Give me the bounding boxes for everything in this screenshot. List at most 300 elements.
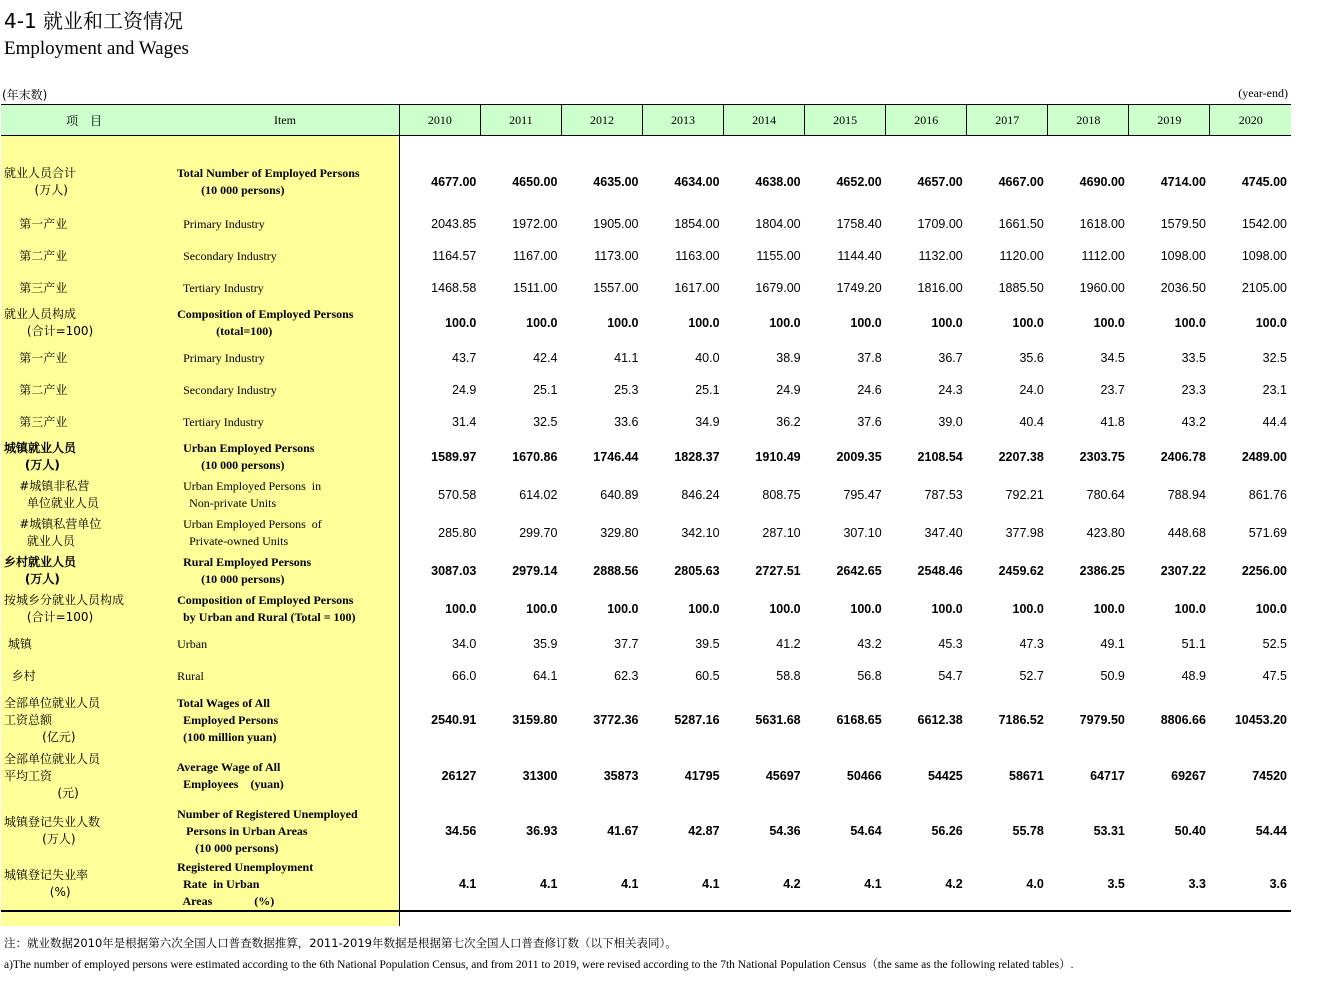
cell-value-2010: 1164.57 xyxy=(432,249,477,263)
header-item-cn: 项 目 xyxy=(1,105,171,136)
table-row xyxy=(1,552,1291,590)
cell-value-2010: 100.0 xyxy=(445,316,477,330)
header-year-2015: 2015 xyxy=(805,105,886,136)
table-row xyxy=(1,748,1291,804)
row-label-cn xyxy=(1,552,171,590)
row-label-en xyxy=(171,552,399,590)
cell-value-2014: 4.2 xyxy=(783,877,801,891)
cell-value-2014: 45697 xyxy=(765,769,801,783)
cell-value-2015: 100.0 xyxy=(850,602,882,616)
cell-value-2020: 4745.00 xyxy=(1241,175,1287,189)
cell-value-2014: 2727.51 xyxy=(755,564,801,578)
cell-value-2010: 43.7 xyxy=(452,351,477,365)
cell-value-2017: 4.0 xyxy=(1026,877,1044,891)
row-label-cn-line: 城镇登记失业率 xyxy=(4,868,89,882)
cell-value-2017: 1885.50 xyxy=(998,281,1044,295)
cell-value-2010: 26127 xyxy=(441,769,477,783)
cell-value-2015: 37.8 xyxy=(857,351,882,365)
cell-value-2016: 36.7 xyxy=(938,351,963,365)
cell-value-2014: 5631.68 xyxy=(755,713,801,727)
cell-value-2014: 100.0 xyxy=(769,602,801,616)
row-label-cn-line: 城镇就业人员 xyxy=(4,441,77,455)
cell-value-2013: 1163.00 xyxy=(675,249,720,263)
cell-value-2020: 100.0 xyxy=(1255,316,1287,330)
row-label-cn xyxy=(1,342,171,374)
cell-value-2015: 50466 xyxy=(846,769,882,783)
cell-value-2020: 23.1 xyxy=(1262,383,1287,397)
cell-value-2012: 4635.00 xyxy=(593,175,639,189)
cell-value-2014: 36.2 xyxy=(776,415,801,429)
cell-value-2018: 1618.00 xyxy=(1079,217,1125,231)
cell-value-2018: 3.5 xyxy=(1107,877,1125,891)
row-label-en-line: Non-private Units xyxy=(171,496,277,510)
cell-value-2018: 100.0 xyxy=(1093,602,1125,616)
row-label-en-line: Persons in Urban Areas xyxy=(171,823,308,838)
cell-value-2020: 2256.00 xyxy=(1241,564,1287,578)
table-row xyxy=(1,304,1291,342)
cell-value-2017: 100.0 xyxy=(1012,602,1044,616)
row-label-cn-line: 全部单位就业人员 xyxy=(4,695,101,710)
cell-value-2010: 2540.91 xyxy=(431,713,477,727)
table-row xyxy=(1,692,1291,748)
cell-value-2018: 100.0 xyxy=(1093,316,1125,330)
cell-value-2016: 347.40 xyxy=(924,526,963,540)
cell-value-2015: 795.47 xyxy=(843,488,882,502)
row-label-en-line: Areas (%) xyxy=(171,893,275,908)
row-label-en xyxy=(171,628,399,660)
cell-value-2010: 4.1 xyxy=(458,877,477,891)
cell-value-2012: 329.80 xyxy=(600,526,639,540)
table-row xyxy=(1,374,1291,406)
row-label-cn xyxy=(1,208,171,240)
cell-value-2019: 51.1 xyxy=(1181,637,1206,651)
unit-note-cn: (年末数) xyxy=(2,88,48,102)
header-year-2011: 2011 xyxy=(480,105,561,136)
row-label-en-line: Secondary Industry xyxy=(171,248,277,263)
cell-value-2019: 69267 xyxy=(1171,769,1206,783)
cell-value-2016: 54.7 xyxy=(938,669,963,683)
cell-value-2010: 1468.58 xyxy=(431,281,477,295)
row-label-cn xyxy=(1,374,171,406)
cell-value-2017: 1661.50 xyxy=(998,217,1044,231)
row-label-cn-line: 第二产业 xyxy=(4,382,68,397)
cell-value-2011: 36.93 xyxy=(526,824,558,838)
row-label-cn-line: 乡村就业人员 xyxy=(4,555,77,569)
cell-value-2017: 58671 xyxy=(1009,769,1044,783)
cell-value-2014: 38.9 xyxy=(776,351,801,365)
cell-value-2010: 34.0 xyxy=(452,637,477,651)
cell-value-2019: 43.2 xyxy=(1181,415,1206,429)
table-row xyxy=(1,342,1291,374)
cell-value-2019: 100.0 xyxy=(1174,316,1206,330)
table-bottom-rule xyxy=(1,910,1291,912)
cell-value-2010: 34.56 xyxy=(445,824,477,838)
row-label-cn xyxy=(1,304,171,342)
row-label-en-line: Employed Persons xyxy=(171,712,279,727)
cell-value-2020: 44.4 xyxy=(1262,415,1287,429)
unit-note-en: (year-end) xyxy=(1238,86,1288,100)
row-label-en-line: Rural xyxy=(171,668,204,683)
cell-value-2015: 4.1 xyxy=(864,877,882,891)
table-row xyxy=(1,156,1291,208)
cell-value-2013: 100.0 xyxy=(688,602,720,616)
cell-value-2011: 32.5 xyxy=(533,415,558,429)
cell-value-2020: 32.5 xyxy=(1262,351,1287,365)
row-label-en-line: (10 000 persons) xyxy=(171,840,279,855)
cell-value-2013: 4.1 xyxy=(702,877,720,891)
cell-value-2017: 377.98 xyxy=(1005,526,1044,540)
cell-value-2016: 100.0 xyxy=(931,602,963,616)
cell-value-2015: 2009.35 xyxy=(836,450,882,464)
cell-value-2013: 100.0 xyxy=(688,316,720,330)
row-label-en-line: Tertiary Industry xyxy=(171,414,264,429)
cell-value-2019: 100.0 xyxy=(1174,602,1206,616)
row-label-cn-line: 工资总额 xyxy=(4,712,53,727)
row-label-cn-line: (亿元) xyxy=(4,729,76,744)
row-label-cn-line: 第三产业 xyxy=(4,414,68,429)
header-item-en: Item xyxy=(171,105,399,136)
cell-value-2012: 1905.00 xyxy=(593,217,639,231)
cell-value-2012: 41.67 xyxy=(607,824,639,838)
cell-value-2010: 24.9 xyxy=(452,383,477,397)
cell-value-2016: 24.3 xyxy=(938,383,963,397)
cell-value-2013: 5287.16 xyxy=(674,713,720,727)
row-label-cn-line: 城镇登记失业人数 xyxy=(4,815,101,829)
table-spacer-row xyxy=(1,136,1291,157)
cell-value-2020: 861.76 xyxy=(1248,488,1287,502)
cell-value-2020: 47.5 xyxy=(1262,669,1287,683)
table-row xyxy=(1,660,1291,692)
cell-value-2011: 4.1 xyxy=(540,877,558,891)
cell-value-2019: 2036.50 xyxy=(1160,281,1206,295)
cell-value-2019: 4714.00 xyxy=(1160,175,1206,189)
cell-value-2013: 40.0 xyxy=(695,351,720,365)
cell-value-2016: 4.2 xyxy=(945,877,963,891)
row-label-en xyxy=(171,156,399,208)
cell-value-2015: 54.64 xyxy=(850,824,882,838)
footnote-en: a)The number of employed persons were estimated according to the 6th National Population Census, and from 2011 to 2019, were revised according to the 7th National Population Census（the same as the following related tables）. xyxy=(4,959,1074,971)
cell-value-2018: 64717 xyxy=(1090,769,1125,783)
cell-value-2020: 2489.00 xyxy=(1241,450,1287,464)
cell-value-2017: 1120.00 xyxy=(999,249,1044,263)
cell-value-2020: 1098.00 xyxy=(1241,249,1287,263)
cell-value-2015: 4652.00 xyxy=(836,175,882,189)
table-row xyxy=(1,272,1291,304)
row-label-en xyxy=(171,476,399,514)
table-tail-row xyxy=(1,910,1291,926)
cell-value-2010: 2043.85 xyxy=(431,217,477,231)
table-row xyxy=(1,590,1291,628)
cell-value-2015: 1758.40 xyxy=(836,217,882,231)
row-label-cn-line: 第一产业 xyxy=(4,216,68,231)
table-row xyxy=(1,804,1291,858)
table-row xyxy=(1,208,1291,240)
cell-value-2016: 1132.00 xyxy=(918,249,963,263)
cell-value-2011: 614.02 xyxy=(519,488,558,502)
cell-value-2011: 100.0 xyxy=(526,316,558,330)
table-row xyxy=(1,858,1291,910)
row-label-cn-line: 平均工资 xyxy=(4,768,53,783)
cell-value-2016: 1816.00 xyxy=(917,281,963,295)
cell-value-2010: 1589.97 xyxy=(431,450,477,464)
row-label-cn-line: 第二产业 xyxy=(4,248,68,263)
cell-value-2010: 100.0 xyxy=(445,602,477,616)
cell-value-2018: 1112.00 xyxy=(1081,249,1125,263)
table-row xyxy=(1,438,1291,476)
row-label-en-line: (10 000 persons) xyxy=(171,183,285,197)
row-label-en-line: Composition of Employed Persons xyxy=(171,593,354,607)
row-label-en-line: Total Wages of All xyxy=(171,695,270,710)
cell-value-2013: 42.87 xyxy=(688,824,720,838)
table-row xyxy=(1,406,1291,438)
cell-value-2012: 1746.44 xyxy=(593,450,639,464)
cell-value-2017: 40.4 xyxy=(1019,415,1044,429)
cell-value-2017: 52.7 xyxy=(1019,669,1044,683)
cell-value-2013: 1828.37 xyxy=(674,450,720,464)
cell-value-2012: 100.0 xyxy=(607,316,639,330)
cell-value-2013: 342.10 xyxy=(681,526,720,540)
cell-value-2016: 54425 xyxy=(927,769,963,783)
cell-value-2014: 1679.00 xyxy=(755,281,801,295)
cell-value-2020: 571.69 xyxy=(1248,526,1287,540)
cell-value-2014: 24.9 xyxy=(776,383,801,397)
row-label-cn-line: (合计=100) xyxy=(4,610,94,624)
cell-value-2012: 33.6 xyxy=(614,415,639,429)
cell-value-2012: 1557.00 xyxy=(593,281,639,295)
row-label-en-line: Number of Registered Unemployed xyxy=(171,806,358,821)
cell-value-2014: 287.10 xyxy=(762,526,801,540)
cell-value-2013: 34.9 xyxy=(695,415,720,429)
cell-value-2017: 792.21 xyxy=(1005,488,1044,502)
row-label-en-line: Total Number of Employed Persons xyxy=(171,166,360,180)
cell-value-2017: 55.78 xyxy=(1012,824,1044,838)
table-row xyxy=(1,514,1291,552)
row-label-cn xyxy=(1,804,171,858)
cell-value-2016: 39.0 xyxy=(938,415,963,429)
row-label-cn xyxy=(1,476,171,514)
row-label-en xyxy=(171,660,399,692)
row-label-en-line: by Urban and Rural (Total = 100) xyxy=(171,610,356,624)
cell-value-2012: 4.1 xyxy=(621,877,639,891)
cell-value-2018: 34.5 xyxy=(1100,351,1125,365)
cell-value-2019: 48.9 xyxy=(1181,669,1206,683)
row-label-cn xyxy=(1,438,171,476)
row-label-en xyxy=(171,342,399,374)
row-label-en-line: Urban xyxy=(171,636,208,651)
row-label-en xyxy=(171,692,399,748)
cell-value-2016: 2108.54 xyxy=(917,450,963,464)
row-label-en-line: Private-owned Units xyxy=(171,534,289,548)
row-label-cn-line: 全部单位就业人员 xyxy=(4,751,101,766)
row-label-en-line: (total=100) xyxy=(171,324,273,338)
cell-value-2013: 41795 xyxy=(684,769,720,783)
cell-value-2013: 846.24 xyxy=(681,488,720,502)
cell-value-2011: 3159.80 xyxy=(512,713,558,727)
cell-value-2020: 3.6 xyxy=(1269,877,1287,891)
header-year-2010: 2010 xyxy=(399,105,480,136)
cell-value-2012: 100.0 xyxy=(607,602,639,616)
cell-value-2018: 2303.75 xyxy=(1079,450,1125,464)
row-label-en xyxy=(171,374,399,406)
row-label-cn xyxy=(1,748,171,804)
cell-value-2011: 1511.00 xyxy=(513,281,558,295)
cell-value-2015: 307.10 xyxy=(843,526,882,540)
cell-value-2015: 1144.40 xyxy=(837,249,882,263)
row-label-cn-line: 第三产业 xyxy=(4,280,68,295)
row-label-en-line: Urban Employed Persons in xyxy=(171,479,322,493)
cell-value-2015: 1749.20 xyxy=(836,281,882,295)
cell-value-2012: 62.3 xyxy=(614,669,639,683)
cell-value-2010: 570.58 xyxy=(438,488,477,502)
row-label-en xyxy=(171,304,399,342)
row-label-en-line: Tertiary Industry xyxy=(171,280,264,295)
row-label-cn xyxy=(1,660,171,692)
row-label-cn xyxy=(1,156,171,208)
cell-value-2013: 4634.00 xyxy=(674,175,720,189)
cell-value-2012: 640.89 xyxy=(600,488,639,502)
table-row xyxy=(1,476,1291,514)
cell-value-2010: 31.4 xyxy=(452,415,477,429)
cell-value-2013: 39.5 xyxy=(695,637,720,651)
row-label-en xyxy=(171,208,399,240)
cell-value-2013: 60.5 xyxy=(695,669,720,683)
row-label-en-line: (10 000 persons) xyxy=(171,458,285,472)
page-title-en: Employment and Wages xyxy=(4,38,189,59)
cell-value-2013: 2805.63 xyxy=(674,564,720,578)
row-label-cn-line: (万人) xyxy=(4,832,76,846)
cell-value-2020: 100.0 xyxy=(1255,602,1287,616)
row-label-cn xyxy=(1,272,171,304)
cell-value-2011: 42.4 xyxy=(533,351,558,365)
row-label-en xyxy=(171,240,399,272)
cell-value-2017: 35.6 xyxy=(1019,351,1044,365)
table-header-row xyxy=(1,105,1291,136)
cell-value-2011: 25.1 xyxy=(533,383,558,397)
cell-value-2014: 41.2 xyxy=(776,637,801,651)
row-label-en-line: Rural Employed Persons xyxy=(171,555,312,569)
row-label-cn-line: (合计=100) xyxy=(4,324,94,338)
row-label-en-line: Urban Employed Persons of xyxy=(171,517,322,531)
row-label-cn-line: 就业人员 xyxy=(4,534,75,548)
row-label-en-line: Urban Employed Persons xyxy=(171,441,315,455)
cell-value-2012: 2888.56 xyxy=(593,564,639,578)
cell-value-2011: 1167.00 xyxy=(513,249,558,263)
row-label-en-line: (10 000 persons) xyxy=(171,572,285,586)
cell-value-2017: 2459.62 xyxy=(998,564,1044,578)
cell-value-2019: 8806.66 xyxy=(1160,713,1206,727)
row-label-en xyxy=(171,438,399,476)
header-year-2012: 2012 xyxy=(561,105,642,136)
page-title-cn: 4-1 就业和工资情况 xyxy=(4,9,184,33)
cell-value-2016: 4657.00 xyxy=(917,175,963,189)
cell-value-2016: 1709.00 xyxy=(917,217,963,231)
header-year-2020: 2020 xyxy=(1210,105,1291,136)
row-label-cn-line: (万人) xyxy=(4,572,60,586)
cell-value-2019: 2307.22 xyxy=(1160,564,1206,578)
cell-value-2013: 1617.00 xyxy=(674,281,720,295)
footnote-cn: 注：就业数据2010年是根据第六次全国人口普查数据推算，2011-2019年数据是根据第七次全国人口普查修订数（以下相关表同）。 xyxy=(4,936,677,950)
cell-value-2018: 41.8 xyxy=(1100,415,1125,429)
cell-value-2011: 35.9 xyxy=(533,637,558,651)
cell-value-2011: 4650.00 xyxy=(512,175,558,189)
row-label-cn-line: #城镇私营单位 xyxy=(4,517,102,531)
row-label-en-line: Composition of Employed Persons xyxy=(171,307,354,321)
row-label-en xyxy=(171,590,399,628)
cell-value-2019: 33.5 xyxy=(1181,351,1206,365)
cell-value-2018: 7979.50 xyxy=(1079,713,1125,727)
row-label-cn xyxy=(1,406,171,438)
row-label-cn-line: 城镇 xyxy=(4,636,32,651)
cell-value-2020: 74520 xyxy=(1252,769,1287,783)
cell-value-2017: 2207.38 xyxy=(998,450,1044,464)
cell-value-2019: 788.94 xyxy=(1167,488,1206,502)
row-label-cn xyxy=(1,514,171,552)
cell-value-2012: 3772.36 xyxy=(593,713,639,727)
cell-value-2016: 45.3 xyxy=(938,637,963,651)
cell-value-2014: 4638.00 xyxy=(755,175,801,189)
cell-value-2019: 1098.00 xyxy=(1160,249,1206,263)
header-year-2016: 2016 xyxy=(886,105,967,136)
cell-value-2010: 66.0 xyxy=(452,669,477,683)
cell-value-2011: 64.1 xyxy=(533,669,558,683)
cell-value-2016: 787.53 xyxy=(924,488,963,502)
row-label-en-line: Primary Industry xyxy=(171,350,265,365)
row-label-cn-line: 按城乡分就业人员构成 xyxy=(4,593,125,607)
row-label-en-line: Secondary Industry xyxy=(171,382,277,397)
row-label-en-line: Average Wage of All xyxy=(171,760,281,774)
cell-value-2014: 54.36 xyxy=(769,824,801,838)
cell-value-2015: 24.6 xyxy=(857,383,882,397)
cell-value-2011: 2979.14 xyxy=(512,564,558,578)
cell-value-2016: 100.0 xyxy=(931,316,963,330)
row-label-en xyxy=(171,804,399,858)
header-year-2017: 2017 xyxy=(967,105,1048,136)
cell-value-2010: 3087.03 xyxy=(431,564,477,578)
cell-value-2018: 2386.25 xyxy=(1079,564,1125,578)
row-label-cn xyxy=(1,692,171,748)
cell-value-2011: 1972.00 xyxy=(512,217,558,231)
table-row xyxy=(1,240,1291,272)
cell-value-2015: 6168.65 xyxy=(836,713,882,727)
cell-value-2011: 100.0 xyxy=(526,602,558,616)
row-label-cn xyxy=(1,858,171,910)
cell-value-2019: 50.40 xyxy=(1174,824,1206,838)
header-year-2013: 2013 xyxy=(642,105,723,136)
cell-value-2018: 423.80 xyxy=(1086,526,1125,540)
cell-value-2019: 3.3 xyxy=(1188,877,1206,891)
cell-value-2018: 23.7 xyxy=(1100,383,1125,397)
cell-value-2017: 100.0 xyxy=(1012,316,1044,330)
cell-value-2015: 56.8 xyxy=(857,669,882,683)
row-label-en xyxy=(171,858,399,910)
row-label-cn xyxy=(1,628,171,660)
cell-value-2012: 41.1 xyxy=(614,351,639,365)
cell-value-2015: 43.2 xyxy=(857,637,882,651)
cell-value-2015: 2642.65 xyxy=(836,564,882,578)
cell-value-2012: 25.3 xyxy=(614,383,639,397)
row-label-en-line: (100 million yuan) xyxy=(171,729,277,744)
row-label-cn-line: (万人) xyxy=(4,183,68,197)
row-label-cn-line: (万人) xyxy=(4,458,60,472)
row-label-cn-line: 就业人员合计 xyxy=(4,166,77,180)
cell-value-2020: 52.5 xyxy=(1262,637,1287,651)
cell-value-2012: 1173.00 xyxy=(594,249,639,263)
cell-value-2018: 49.1 xyxy=(1100,637,1125,651)
cell-value-2012: 35873 xyxy=(603,769,639,783)
row-label-cn-line: (元) xyxy=(4,785,79,800)
table-row xyxy=(1,628,1291,660)
cell-value-2018: 780.64 xyxy=(1086,488,1125,502)
